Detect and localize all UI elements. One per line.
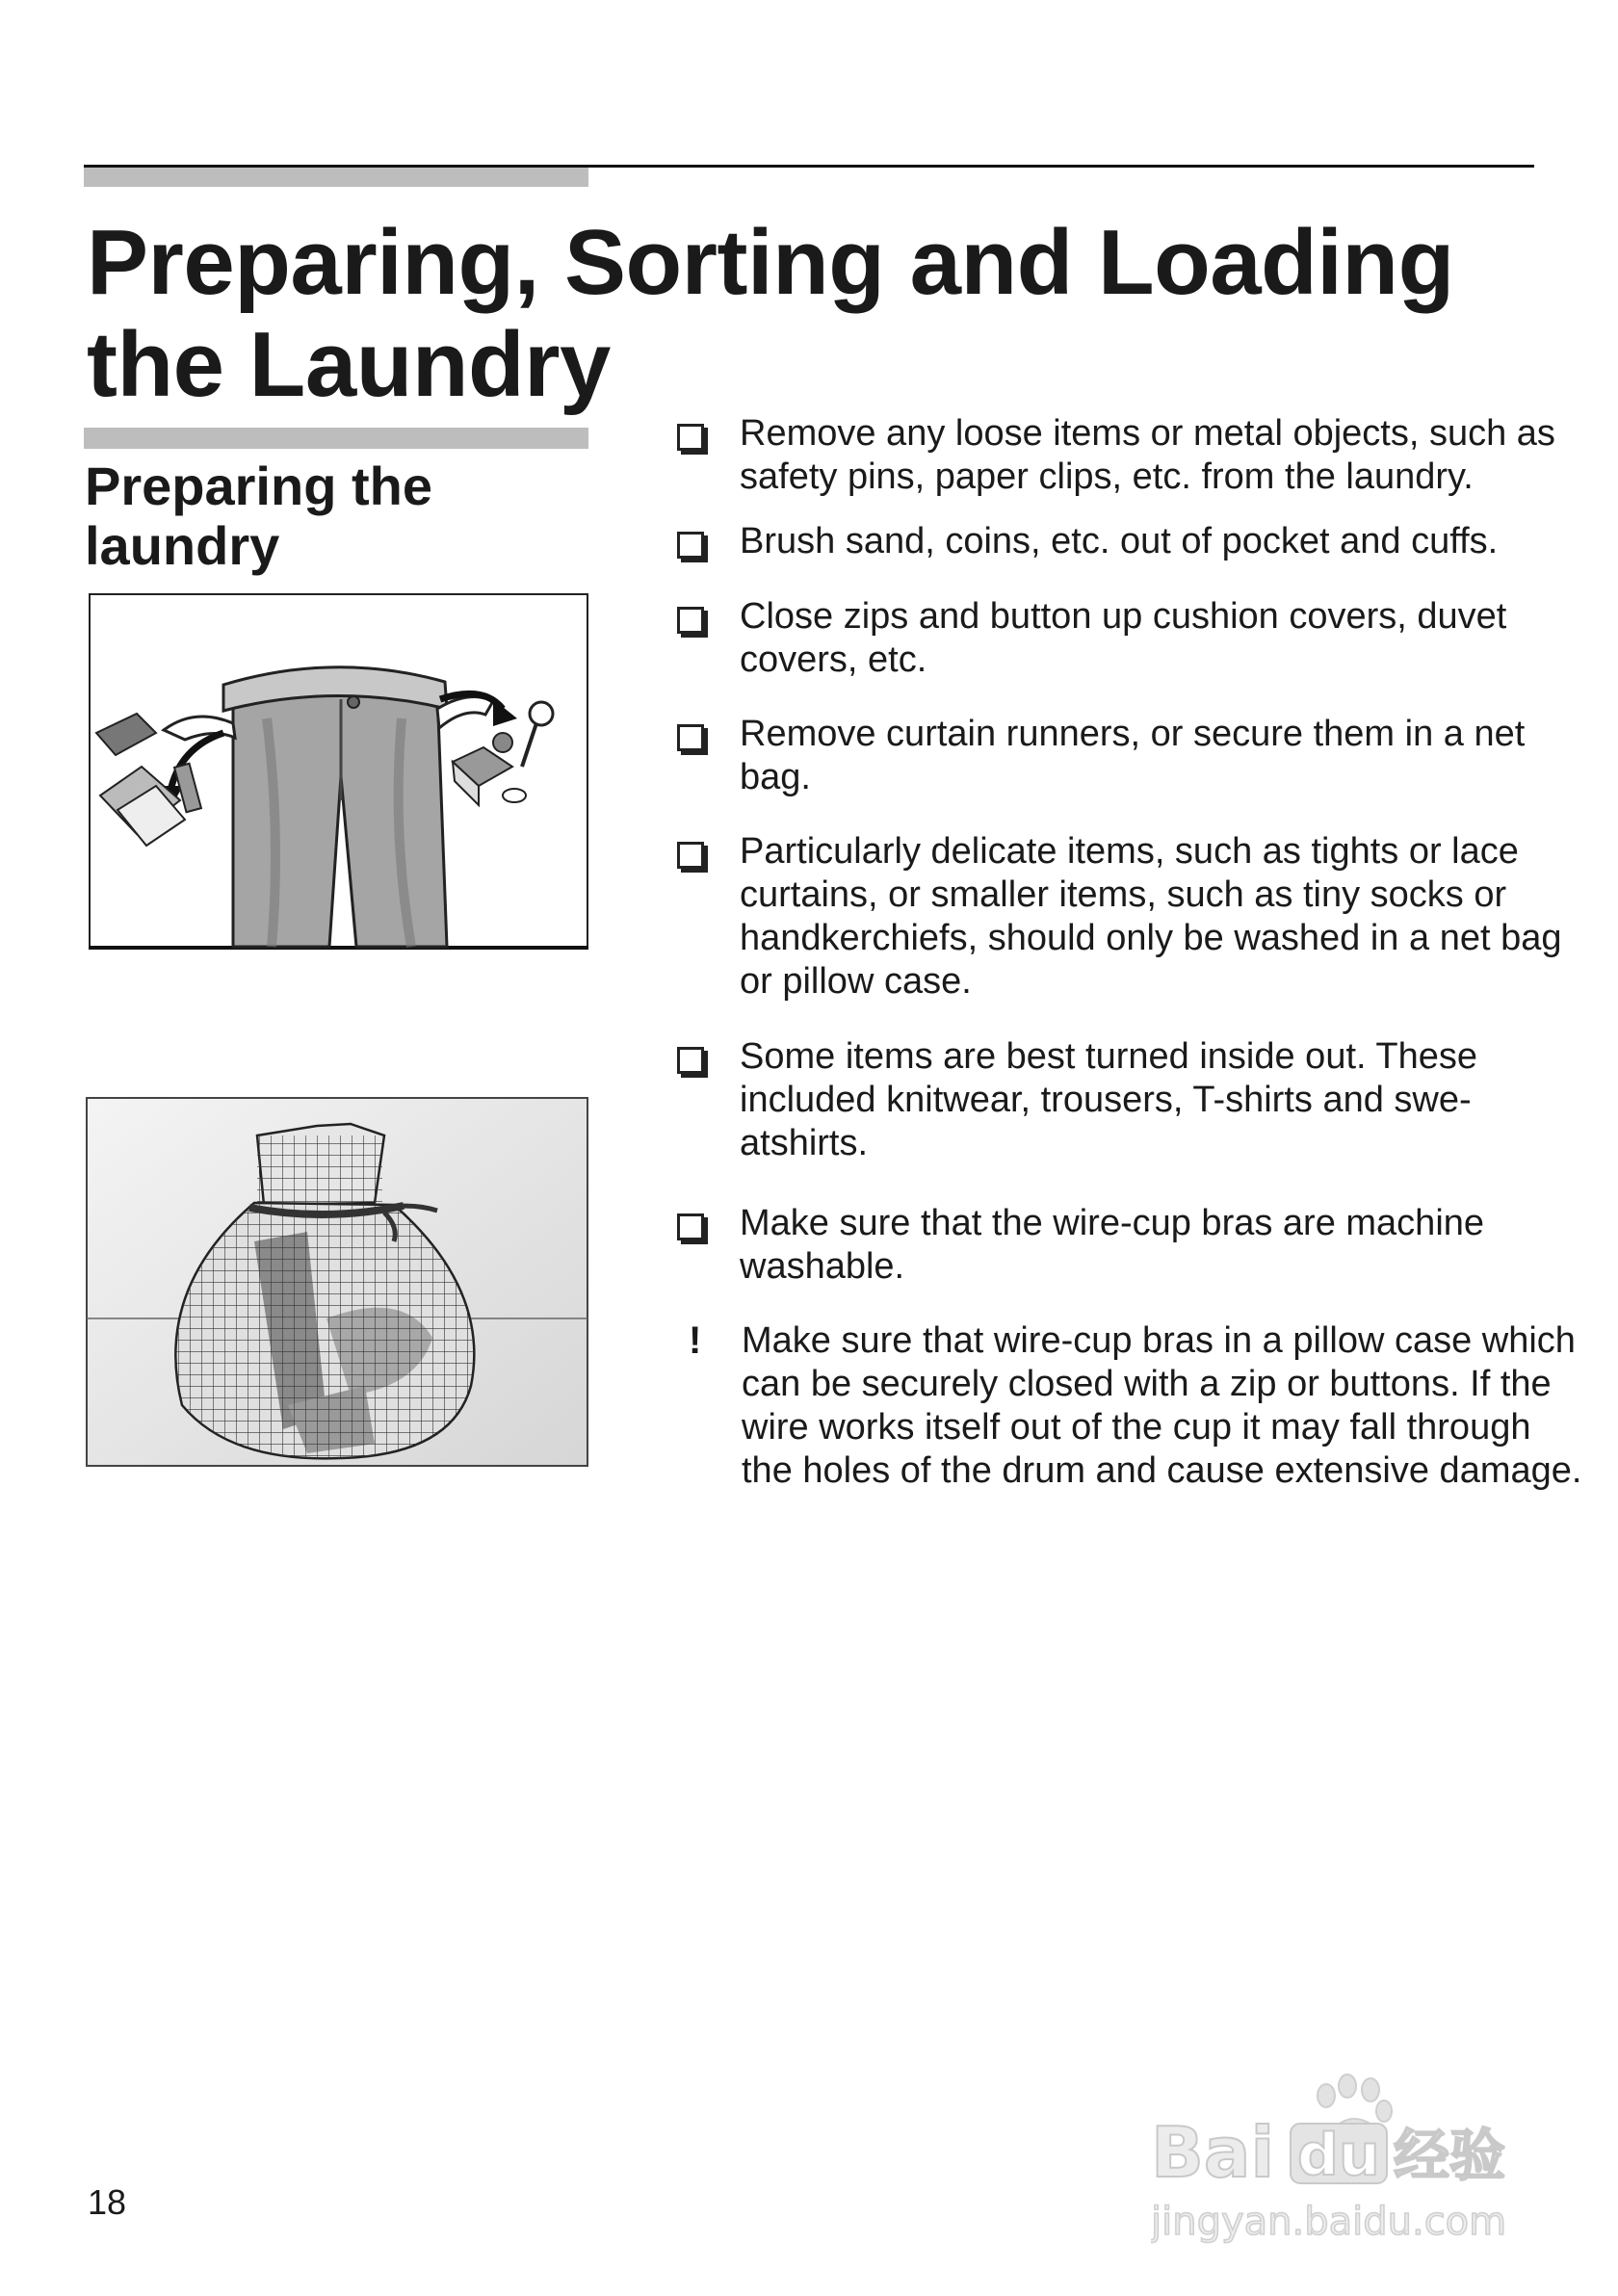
checkbox-icon — [677, 830, 716, 878]
section-grey-bar — [84, 428, 588, 449]
title-line-2: the Laundry — [87, 313, 611, 416]
list-item: Remove any loose items or metal objects, such as safety pins, paper clips, etc. from the laundry. — [674, 412, 1589, 499]
warning-icon: ! — [689, 1319, 702, 1362]
checkbox-icon — [677, 595, 716, 643]
svg-text:du: du — [1297, 2122, 1380, 2189]
checkbox-icon — [677, 1202, 716, 1250]
list-item: Brush sand, coins, etc. out of pocket and cuffs. — [674, 520, 1589, 563]
page-number: 18 — [88, 2182, 127, 2222]
baidu-watermark — [1151, 2061, 1536, 2244]
instruction-list — [674, 412, 1589, 1493]
list-item: Particularly delicate items, such as tights or lace curtains, or smaller items, such as tiny socks or handkerchiefs, should only be washed in a net bag or pillow case. — [674, 830, 1589, 1004]
list-item: Remove curtain runners, or secure them in a net bag. — [674, 713, 1589, 799]
emptying-pockets-illustration — [89, 593, 588, 950]
title-line-1: Preparing, Sorting and Loading — [87, 211, 1454, 314]
svg-text:jingyan.baidu.com: jingyan.baidu.com — [1151, 2200, 1507, 2244]
section-heading: Preparing the laundry — [85, 456, 432, 576]
svg-text:Bai: Bai — [1151, 2112, 1275, 2193]
list-item: Close zips and button up cushion covers, duvet covers, etc. — [674, 595, 1589, 682]
list-item: Some items are best turned inside out. These included knitwear, trousers, T-shirts and swe-atshirts. — [674, 1035, 1589, 1165]
net-bag-illustration — [86, 1097, 588, 1467]
checkbox-icon — [677, 520, 716, 568]
list-item: Make sure that the wire-cup bras are machine washable. — [674, 1202, 1589, 1289]
checkbox-icon — [677, 1035, 716, 1083]
top-grey-bar — [84, 168, 588, 187]
warning-item: ! Make sure that wire-cup bras in a pillow case which can be securely closed with a zip or buttons. If the wire works itself out of the cup it may fall through the holes of the drum and cause extensive damage. — [674, 1319, 1589, 1493]
checkbox-icon — [677, 412, 716, 460]
checkbox-icon — [677, 713, 716, 761]
page-title — [87, 212, 1454, 416]
svg-text:经验: 经验 — [1394, 2123, 1506, 2188]
